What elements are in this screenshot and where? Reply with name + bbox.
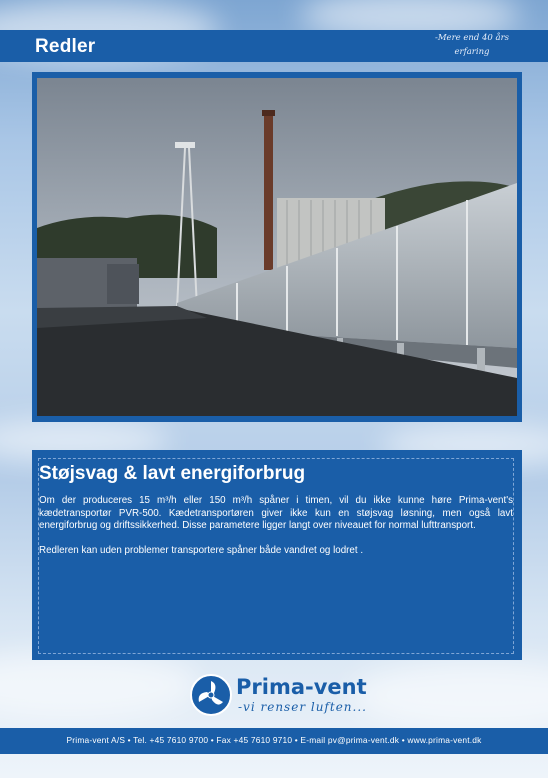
fan-logo-icon: [190, 674, 232, 716]
page-title: Redler: [35, 36, 96, 57]
tagline-line-1: -Mere end 40 års: [434, 33, 510, 43]
tagline: [420, 31, 524, 59]
photo-conveyor-roof-icon: [37, 78, 517, 416]
logo-slogan: -vi renser luften...: [238, 700, 367, 714]
company-logo: [190, 672, 390, 718]
conveyor-photo: [37, 78, 517, 416]
sky-cloud: [0, 650, 200, 720]
panel-heading: Støjsvag & lavt energiforbrug: [39, 463, 306, 484]
fan-blades-icon: [192, 676, 230, 714]
logo-name: Prima-vent: [236, 675, 367, 699]
tagline-line-2: erfaring: [454, 47, 490, 57]
footer-contact: Prima-vent A/S • Tel. +45 7610 9700 • Fax +45 7610 9710 • E-mail pv@prima-vent.dk • www.prima-vent.dk: [66, 735, 482, 745]
panel-body: [39, 495, 513, 569]
photo-frame: [32, 72, 522, 422]
panel-paragraph-1: Om der produceres 15 m³/h eller 150 m³/h spåner i timen, vil du ikke kunne høre Prima-vent's kædetransportør PVR-500. Kædetransportøren giver ikke kun en støjsvag løsning, men også lavt energiforbrug og driftssikkerhed. Disse parametere ligger langt over niveauet for normal lufttransport.: [39, 495, 513, 532]
panel-paragraph-2: Redleren kan uden problemer transportere spåner både vandret og lodret .: [39, 544, 364, 556]
